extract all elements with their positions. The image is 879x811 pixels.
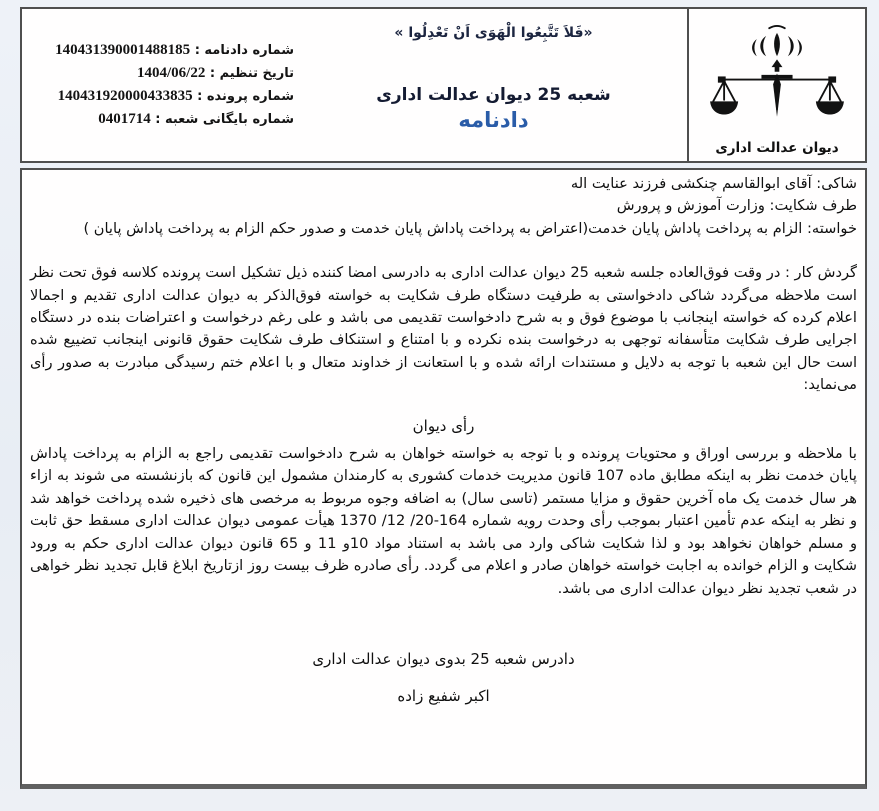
proceedings-paragraph: گردش کار : در وقت فوق‌العاده جلسه شعبه 25 دیوان عدالت اداری به دادرسی امضا کننده ذیل تشکیل است پرونده کلاسه فوق تحت نظر است ملاحظه می‌گردد شاکی دادخواستی به طرفیت دستگاه طرف شکایت به خواسته فوق‌الذکر به دیوان عدالت اداری تقدیم و اجمالا اعلام کرده که خواسته اینجانب با موضوع فوق و به شرح دادخواست تقدیمی می باشد و علی رغم درخواست و اعتراضات بنده در دستگاه اجرایی طرف شکایت متأسفانه توجهی به درخواست بنده نکرده و با امتناع و استنکاف طرف شکایت حقوق قانونی اینجانب تضییع شده است حال این شعبه با توجه به دلایل و مستندات ارائه شده و با استعانت از خداوند متعال و با اعلام ختم رسیدگی مبادرت به صدور رأی می‌نماید: xyxy=(30,264,857,394)
judge-name: اکبر شفیع زاده xyxy=(397,687,490,706)
quran-quote: «فَلاَ تَتَّبِعُوا الْهَوَی اَنْ تَعْدِلُوا » xyxy=(394,25,593,41)
document-body xyxy=(20,168,867,789)
archive-number-value: 0401714 xyxy=(98,111,151,127)
archive-number-line xyxy=(36,109,294,130)
plaintiff-line: شاکی: آقای ابوالقاسم چنکشی فرزند عنایت اله xyxy=(570,175,857,192)
verdict-section-title: رأی دیوان xyxy=(412,416,475,435)
case-number-value: 140431920000433835 xyxy=(57,88,193,104)
archive-number-label: شماره بایگانی شعبه : xyxy=(155,112,294,127)
judge-title: دادرس شعبه 25 بدوی دیوان عدالت اداری xyxy=(312,649,575,668)
signature-block xyxy=(30,648,857,708)
branch-title: شعبه 25 دیوان عدالت اداری xyxy=(376,85,611,105)
verdict-paragraph: با ملاحظه و بررسی اوراق و محتویات پرونده و با توجه به خواسته خواهان به شرح دادخواست تقدیمی راجع به الزام به پرداخت پاداش پایان خدمت نظر به اینکه مطابق ماده 107 قانون مدیریت خدمات کشوری به کارمندان مشمول این قانون که بازنشسته می شوند به ازاء هر سال خدمت یک ماه آخرین حقوق و مزایا مستمر (تاسی سال) به اضافه وجوه مربوط به مرخصی های ذخیره شده پرداخت خواهد شد و نظر به اینکه عدم تأمین اعتبار بموجب رأی وحدت رویه شماره 164-20/ 12/ 1370 هیأت عمومی دیوان عدالت اداری مسقط حق ثابت و مسلم خواهان نخواهد بود و لذا شکایت شاکی وارد می باشد به استناد مواد 10و 11 و 65 قانون دیوان عدالت اداری حکم به ورود شکایت و الزام خوانده به اجابت خواسته خواهان صادر و اعلام می گردد. رأی صادره ظرف بیست روز ازتاریخ ابلاغ قابل تجدید نظر خواهی در شعب تجدید نظر دیوان عدالت اداری می باشد. xyxy=(30,445,858,597)
scales-of-justice-icon xyxy=(707,22,847,138)
verdict-number-line xyxy=(36,40,294,61)
case-number-line xyxy=(36,86,294,107)
header-center xyxy=(300,9,687,161)
document-header xyxy=(20,7,867,163)
emblem-caption: دیوان عدالت اداری xyxy=(715,140,839,156)
issue-date-label: تاریخ تنظیم : xyxy=(209,66,294,81)
emblem-panel xyxy=(687,9,865,161)
issue-date-line xyxy=(36,63,294,84)
issue-date-value: 1404/06/22 xyxy=(137,65,206,81)
respondent-line: طرف شکایت: وزارت آموزش و پرورش xyxy=(616,197,857,215)
document-numbers xyxy=(22,9,300,161)
verdict-number-label: شماره دادنامه : xyxy=(194,43,294,58)
verdict-number-value: 140431390001488185 xyxy=(55,42,191,58)
document-type-title: دادنامه xyxy=(458,108,529,132)
case-number-label: شماره پرونده : xyxy=(197,89,294,104)
claim-line: خواسته: الزام به پرداخت پاداش پایان خدمت(اعتراض به پرداخت پاداش پایان خدمت و صدور حکم الزام به پرداخت پاداش پایان ) xyxy=(83,219,857,237)
